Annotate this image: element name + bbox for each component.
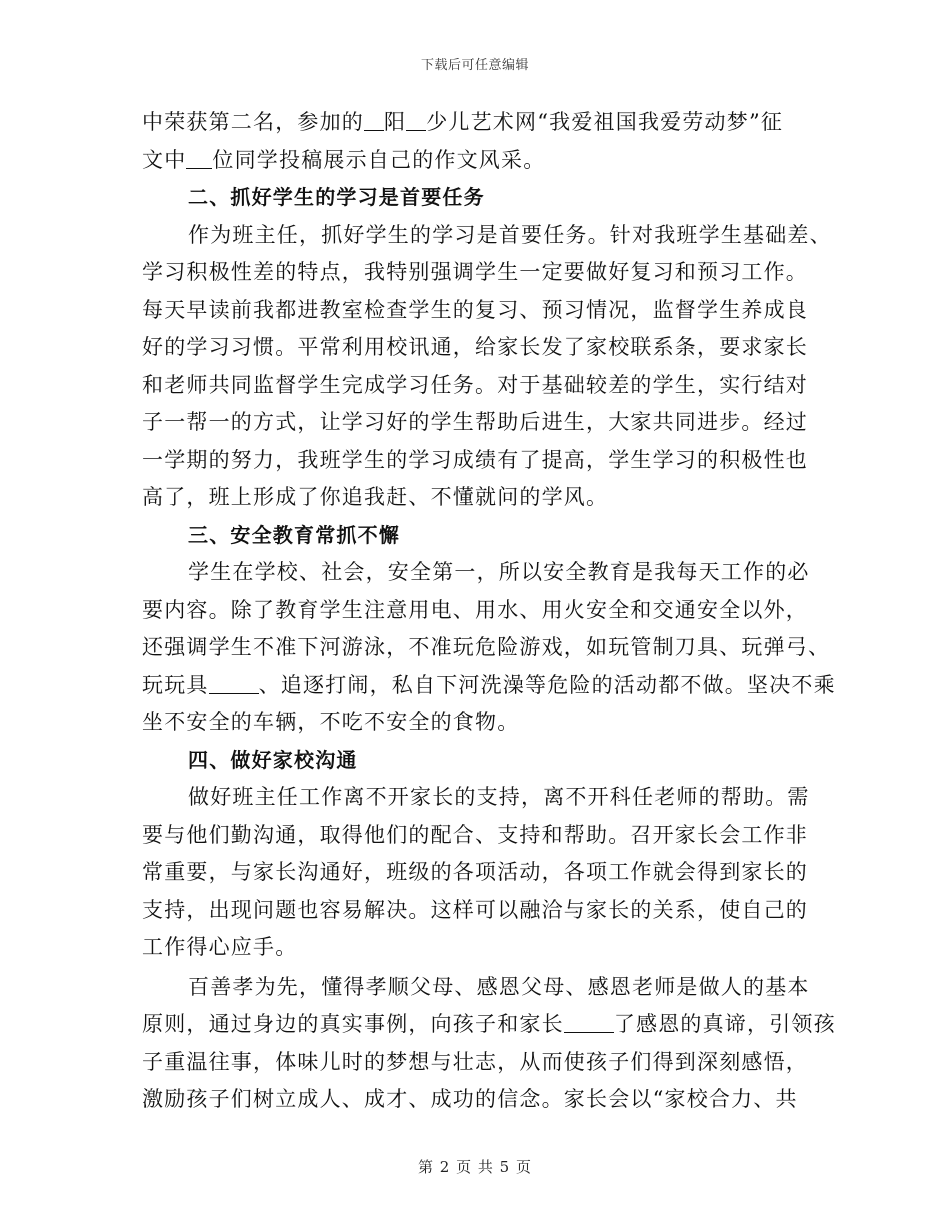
text-line: 还强调学生不准下河游泳，不准玩危险游戏，如玩管制刀具、玩弹弓、 xyxy=(142,635,831,659)
text-line xyxy=(142,1006,836,1044)
page-header: 下载后可任意编辑 xyxy=(420,58,529,73)
text-fragment: 玩玩具 xyxy=(142,672,209,697)
text-fragment: 文中 xyxy=(142,147,187,172)
blank-underline xyxy=(364,108,384,131)
text-fragment: 少儿艺术网“我爱祖国我爱劳动梦”征 xyxy=(426,110,784,134)
text-line: 学习积极性差的特点，我特别强调学生一定要做好复习和预习工作。 xyxy=(142,260,808,284)
text-line: 要与他们勤沟通，取得他们的配合、支持和帮助。召开家长会工作非 xyxy=(142,822,808,847)
text-line: 和老师共同监督学生完成学习任务。对于基础较差的学生，实行结对 xyxy=(142,372,808,397)
blank-underline xyxy=(564,1010,614,1033)
text-fragment: 了感恩的真谛，引领孩 xyxy=(613,1012,836,1036)
section-heading: 二、抓好学生的学习是首要任务 xyxy=(188,185,485,209)
blank-underline xyxy=(186,146,212,169)
text-line: 每天早读前我都进教室检查学生的复习、预习情况，监督学生养成良 xyxy=(142,297,808,322)
text-line: 做好班主任工作离不开家长的支持，离不开科任老师的帮助。需 xyxy=(188,785,810,809)
section-heading: 四、做好家校沟通 xyxy=(188,747,358,772)
text-line: 子重温往事，体味儿时的梦想与壮志，从而使孩子们得到深刻感悟， xyxy=(142,1049,808,1074)
text-fragment: 位同学投稿展示自己的作文风采。 xyxy=(212,147,546,172)
text-line: 常重要，与家长沟通好，班级的各项活动，各项工作就会得到家长的 xyxy=(142,860,808,884)
text-line: 一学期的努力，我班学生的学习成绩有了提高，学生学习的积极性也 xyxy=(142,447,808,472)
blank-underline xyxy=(209,671,259,694)
text-fragment: 、追逐打闹，私自下河洗澡等危险的活动都不做。坚决不乘 xyxy=(258,672,836,697)
text-line: 学生在学校、社会，安全第一，所以安全教育是我每天工作的必 xyxy=(188,560,810,584)
text-line xyxy=(142,667,836,705)
text-line xyxy=(142,142,808,180)
blank-underline xyxy=(406,108,426,131)
text-line: 坐不安全的车辆，不吃不安全的食物。 xyxy=(142,710,520,734)
text-fragment: 原则，通过身边的真实事例，向孩子和家长 xyxy=(142,1012,564,1036)
text-line: 要内容。除了教育学生注意用电、用水、用火安全和交通安全以外， xyxy=(142,597,808,622)
text-line: 高了，班上形成了你追我赶、不懂就问的学风。 xyxy=(142,485,609,509)
page-footer: 第 2 页 共 5 页 xyxy=(418,1158,532,1176)
text-line: 子一帮一的方式，让学习好的学生帮助后进生，大家共同进步。经过 xyxy=(142,410,808,434)
text-line: 支持，出现问题也容易解决。这样可以融洽与家长的关系，使自己的 xyxy=(142,897,808,922)
text-line: 工作得心应手。 xyxy=(142,935,298,959)
text-fragment: 中荣获第二名，参加的 xyxy=(142,110,364,134)
text-line: 作为班主任，抓好学生的学习是首要任务。针对我班学生基础差、 xyxy=(188,222,832,247)
document-body xyxy=(142,104,836,1119)
text-line: 好的学习习惯。平常利用校讯通，给家长发了家校联系条，要求家长 xyxy=(142,335,808,359)
text-line xyxy=(142,104,808,142)
text-line: 百善孝为先，懂得孝顺父母、感恩父母、感恩老师是做人的基本 xyxy=(188,974,810,999)
section-heading: 三、安全教育常抓不懈 xyxy=(188,522,400,547)
text-line: 激励孩子们树立成人、成才、成功的信念。家长会以“家校合力、共 xyxy=(142,1087,798,1111)
text-fragment: 阳 xyxy=(384,110,407,134)
